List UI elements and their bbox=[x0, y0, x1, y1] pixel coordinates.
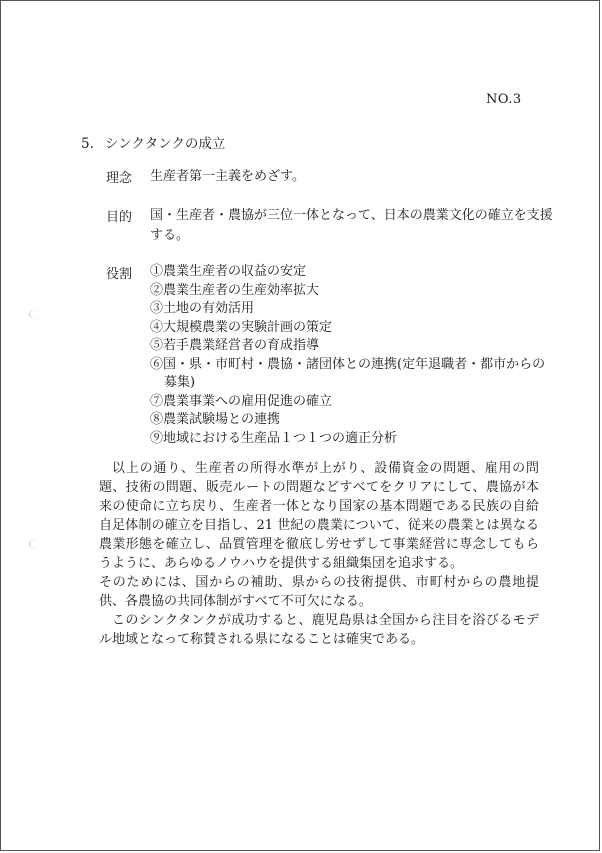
page-number: NO.3 bbox=[486, 92, 522, 107]
roles-label: 役割 bbox=[106, 267, 133, 282]
body-paragraph: 以上の通り、生産者の所得水準が上がり、設備資金の問題、雇用の問題、技術の問題、販売ルートの問題などすべてをクリアにして、農協が本来の使命に立ち戻り、生産者一体となり国家の基本問題である民族の自給自足体制の確立を目指し、21 世紀の農業について、従来の農業とは異なる農業形態を確立し、品質管理を徹底し労せずして事業経営に専念してもらうように、あらゆるノウハウを提供する組織集団を追求する。 bbox=[99, 461, 539, 571]
role-item: ②農業生産者の生産効率拡大 bbox=[150, 282, 320, 298]
body-paragraph: このシンクタンクが成功すると、鹿児島県は全国から注目を浴びるモデル地域となって称賛される県になることは確実である。 bbox=[99, 613, 539, 647]
role-item: ⑦農業事業への雇用促進の確立 bbox=[150, 393, 333, 409]
roles-list bbox=[150, 263, 550, 448]
section-number: 5. bbox=[81, 136, 94, 152]
body-paragraph: そのためには、国からの補助、県からの技術提供、市町村からの農地提供、各農協の共同体制がすべて不可欠になる。 bbox=[99, 575, 539, 609]
philosophy-text: 生産者第一主義をめざす。 bbox=[150, 169, 305, 184]
philosophy-label: 理念 bbox=[106, 171, 133, 186]
section-title: シンクタンクの成立 bbox=[105, 136, 226, 152]
purpose-text bbox=[150, 206, 570, 246]
purpose-line: する。 bbox=[150, 228, 190, 243]
punch-hole-mark bbox=[29, 309, 48, 319]
role-item: ④大規模農業の実験計画の策定 bbox=[150, 319, 333, 335]
role-item-continuation: 募集) bbox=[164, 375, 196, 390]
role-item: ⑤若手農業経営者の育成指導 bbox=[150, 338, 320, 353]
role-item: ⑧農業試験場との連携 bbox=[150, 412, 281, 427]
punch-hole-mark bbox=[29, 539, 48, 549]
purpose-label: 目的 bbox=[106, 210, 133, 225]
role-item: ③土地の有効活用 bbox=[150, 301, 255, 316]
role-item: ①農業生産者の収益の安定 bbox=[150, 264, 307, 279]
role-item: ⑨地域における生産品１つ１つの適正分析 bbox=[150, 430, 398, 446]
section-heading bbox=[81, 132, 225, 152]
role-item bbox=[150, 356, 550, 393]
purpose-line: 国・生産者・農協が三位一体となって、日本の農業文化の確立を支援 bbox=[150, 208, 553, 223]
role-item-text: ⑥国・県・市町村・農協・諸団体との連携(定年退職者・都市からの bbox=[150, 356, 546, 372]
body-text bbox=[99, 459, 539, 649]
roles-list-wrapper bbox=[150, 263, 550, 448]
